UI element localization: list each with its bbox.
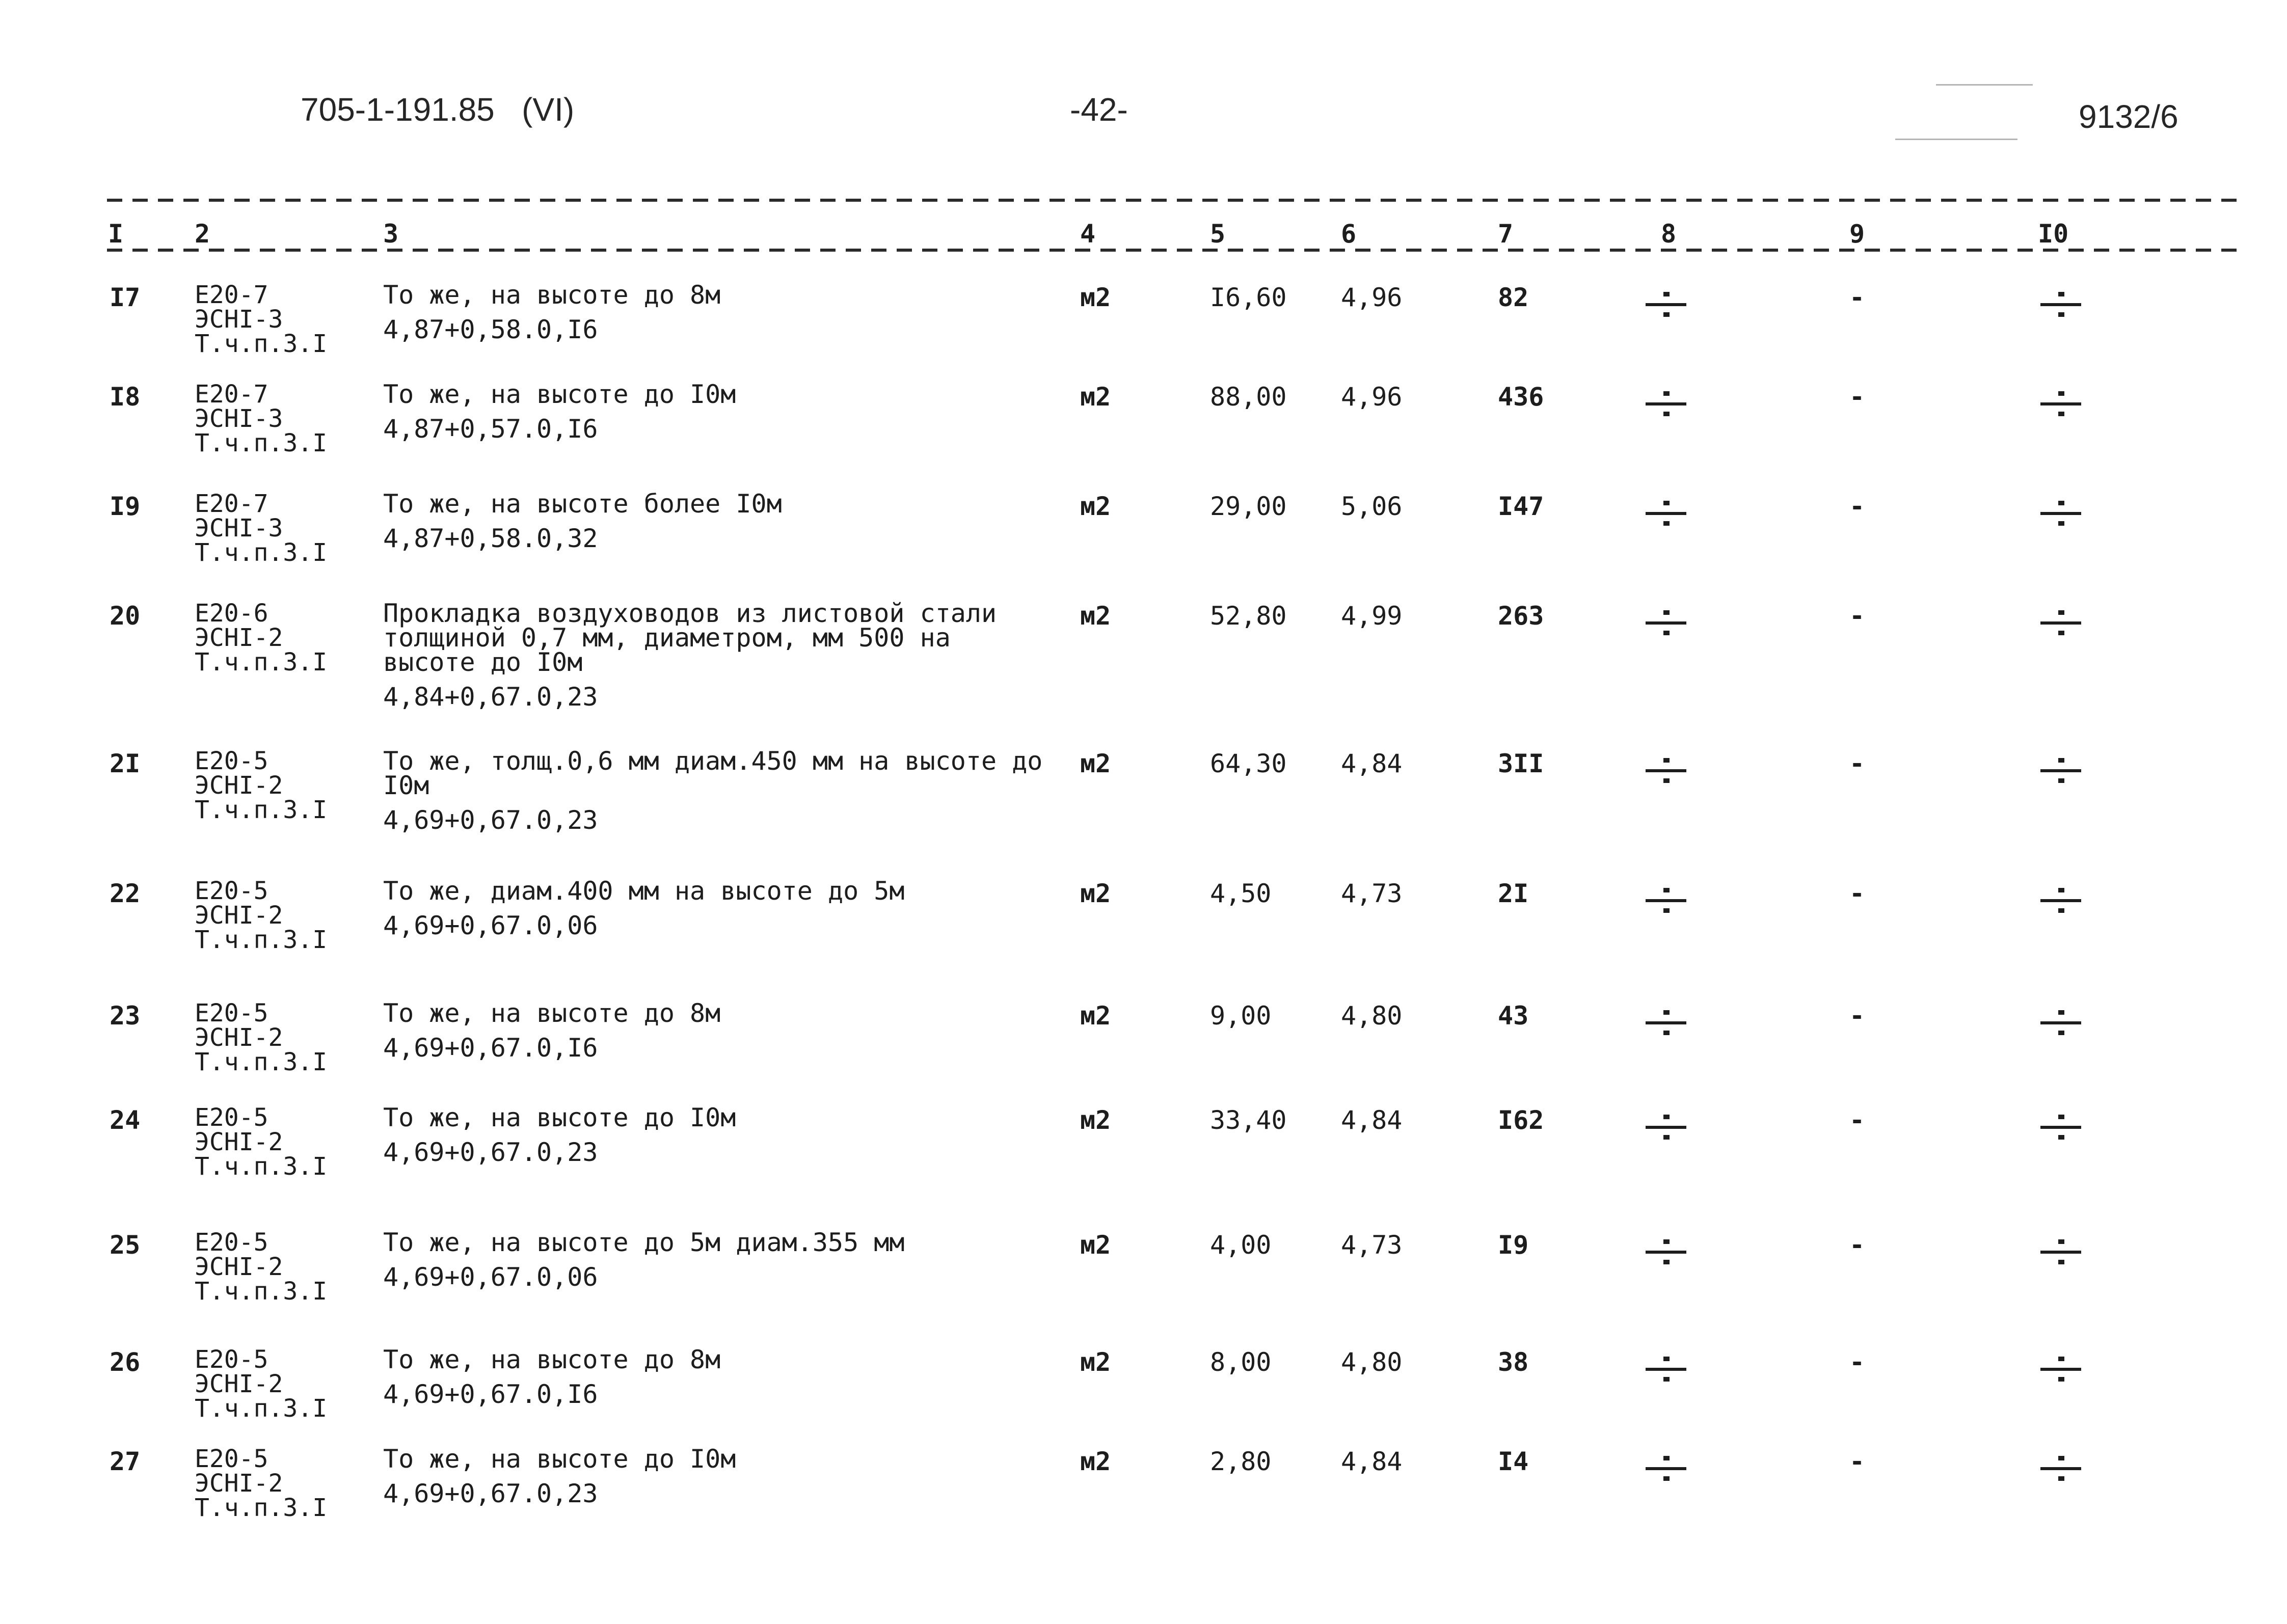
norm-code-line: Т.ч.п.3.I: [195, 796, 328, 824]
column-10-sign: [2038, 601, 2084, 642]
norm-code: [195, 879, 327, 952]
column-8-sign: [1643, 1230, 1689, 1271]
row-number: I9: [110, 492, 141, 521]
column-9-dash: -: [1849, 1105, 1865, 1135]
column-header-6: 6: [1341, 219, 1357, 249]
column-header-3: 3: [383, 219, 399, 249]
column-10-sign: [2038, 1347, 2084, 1388]
column-9-dash: -: [1849, 879, 1865, 908]
column-10-sign: [2038, 283, 2084, 323]
division-sign-icon: [1643, 1447, 1689, 1487]
column-10-sign: [2038, 879, 2084, 919]
unit: м2: [1080, 1001, 1111, 1031]
division-sign-icon: [2038, 1105, 2084, 1146]
division-sign-icon: [1643, 1105, 1689, 1146]
total-cost: I9: [1498, 1230, 1529, 1260]
column-header-9: 9: [1849, 219, 1865, 249]
column-10-sign: [2038, 492, 2084, 532]
norm-code: [195, 1001, 327, 1074]
unit: м2: [1080, 283, 1111, 312]
unit: м2: [1080, 749, 1111, 778]
description-line: То же, на высоте до I0м: [383, 1444, 736, 1474]
price-calculation: 4,69+0,67.0,I6: [383, 1379, 598, 1409]
division-sign-icon: [2038, 879, 2084, 919]
total-cost: I47: [1498, 492, 1544, 521]
norm-code-line: ЭСНI-2: [195, 1253, 283, 1281]
division-sign-icon: [1643, 1347, 1689, 1388]
unit-price: 4,99: [1341, 601, 1403, 631]
column-header-5: 5: [1210, 219, 1226, 249]
unit: м2: [1080, 879, 1111, 908]
column-8-sign: [1643, 879, 1689, 919]
column-9-dash: -: [1849, 749, 1865, 778]
norm-code: [195, 1105, 327, 1179]
norm-code-line: Т.ч.п.3.I: [195, 429, 328, 457]
quantity: 2,80: [1210, 1447, 1272, 1476]
column-8-sign: [1643, 283, 1689, 323]
division-sign-icon: [2038, 1230, 2084, 1271]
column-9-dash: -: [1849, 1001, 1865, 1031]
total-cost: 263: [1498, 601, 1544, 631]
division-sign-icon: [1643, 879, 1689, 919]
norm-code-line: Т.ч.п.3.I: [195, 538, 328, 567]
row-number: 26: [110, 1347, 141, 1377]
norm-code-line: Е20-5: [195, 1228, 268, 1257]
description-line: I0м: [383, 771, 429, 800]
norm-code-line: Т.ч.п.3.I: [195, 1152, 328, 1181]
work-description: [383, 998, 721, 1063]
unit-price: 4,73: [1341, 879, 1403, 908]
price-calculation: 4,87+0,57.0,I6: [383, 414, 598, 444]
unit-price: 5,06: [1341, 492, 1403, 521]
row-number: 25: [110, 1230, 141, 1260]
column-9-dash: -: [1849, 1447, 1865, 1476]
column-10-sign: [2038, 749, 2084, 790]
norm-code: [195, 492, 327, 565]
unit-price: 4,96: [1341, 382, 1403, 412]
description-line: То же, на высоте более I0м: [383, 489, 782, 519]
quantity: 29,00: [1210, 492, 1287, 521]
norm-code-line: Е20-7: [195, 281, 268, 309]
division-sign-icon: [1643, 749, 1689, 790]
division-sign-icon: [2038, 382, 2084, 423]
column-8-sign: [1643, 492, 1689, 532]
column-header-4: 4: [1080, 219, 1096, 249]
norm-code-line: Т.ч.п.3.I: [195, 648, 328, 676]
description-line: Прокладка воздуховодов из листовой стали: [383, 599, 997, 628]
norm-code-line: Т.ч.п.3.I: [195, 926, 328, 954]
unit-price: 4,73: [1341, 1230, 1403, 1260]
price-calculation: 4,69+0,67.0,23: [383, 1138, 598, 1167]
column-8-sign: [1643, 382, 1689, 423]
description-line: То же, на высоте до 5м диам.355 мм: [383, 1228, 905, 1257]
table-rule-top: [107, 199, 2247, 202]
unit: м2: [1080, 1347, 1111, 1377]
total-cost: I62: [1498, 1105, 1544, 1135]
norm-code-line: Е20-7: [195, 380, 268, 409]
unit: м2: [1080, 382, 1111, 412]
quantity: 52,80: [1210, 601, 1287, 631]
division-sign-icon: [2038, 1001, 2084, 1042]
row-number: 22: [110, 879, 141, 908]
unit: м2: [1080, 601, 1111, 631]
norm-code-line: Е20-5: [195, 1445, 268, 1473]
quantity: 4,00: [1210, 1230, 1272, 1260]
column-10-sign: [2038, 1001, 2084, 1042]
quantity: 64,30: [1210, 749, 1287, 778]
total-cost: 3II: [1498, 749, 1544, 778]
norm-code-line: ЭСНI-3: [195, 305, 283, 334]
column-8-sign: [1643, 601, 1689, 642]
column-9-dash: -: [1849, 283, 1865, 312]
column-8-sign: [1643, 1105, 1689, 1146]
total-cost: 436: [1498, 382, 1544, 412]
table-rule-header: [107, 249, 2247, 252]
division-sign-icon: [1643, 1001, 1689, 1042]
norm-code-line: Т.ч.п.3.I: [195, 1394, 328, 1423]
work-description: [383, 489, 782, 553]
price-calculation: 4,69+0,67.0,06: [383, 911, 598, 940]
unit: м2: [1080, 492, 1111, 521]
document-section: (VI): [522, 91, 575, 128]
norm-code-line: Е20-6: [195, 599, 268, 628]
norm-code-line: ЭСНI-2: [195, 901, 283, 930]
row-number: 2I: [110, 749, 141, 778]
division-sign-icon: [1643, 283, 1689, 323]
row-number: 23: [110, 1001, 141, 1031]
total-cost: I4: [1498, 1447, 1529, 1476]
unit-price: 4,80: [1341, 1001, 1403, 1031]
division-sign-icon: [2038, 601, 2084, 642]
work-description: [383, 746, 1043, 835]
header-underline-short: [1936, 84, 2033, 86]
work-description: [383, 1444, 736, 1508]
unit-price: 4,96: [1341, 283, 1403, 312]
column-8-sign: [1643, 1447, 1689, 1487]
total-cost: 2I: [1498, 879, 1529, 908]
column-10-sign: [2038, 382, 2084, 423]
price-calculation: 4,87+0,58.0,I6: [383, 315, 598, 344]
column-9-dash: -: [1849, 1230, 1865, 1260]
description-line: То же, на высоте до 8м: [383, 998, 721, 1028]
row-number: I8: [110, 382, 141, 412]
column-9-dash: -: [1849, 382, 1865, 412]
column-9-dash: -: [1849, 492, 1865, 521]
work-description: [383, 280, 721, 344]
unit-price: 4,80: [1341, 1347, 1403, 1377]
division-sign-icon: [1643, 492, 1689, 532]
unit-price: 4,84: [1341, 1105, 1403, 1135]
norm-code-line: Т.ч.п.3.I: [195, 330, 328, 358]
division-sign-icon: [2038, 1447, 2084, 1487]
price-calculation: 4,69+0,67.0,23: [383, 805, 598, 835]
norm-code-line: ЭСНI-3: [195, 514, 283, 543]
norm-code-line: ЭСНI-2: [195, 1023, 283, 1052]
description-line: толщиной 0,7 мм, диаметром, мм 500 на: [383, 623, 951, 653]
norm-code-line: ЭСНI-2: [195, 1370, 283, 1398]
column-header-8: 8: [1661, 219, 1677, 249]
header-underline: [1895, 139, 2017, 140]
norm-code-line: ЭСНI-2: [195, 1469, 283, 1498]
row-number: 24: [110, 1105, 141, 1135]
work-description: [383, 876, 905, 940]
price-calculation: 4,84+0,67.0,23: [383, 682, 598, 712]
price-calculation: 4,69+0,67.0,06: [383, 1262, 598, 1292]
description-line: То же, на высоте до 8м: [383, 1345, 721, 1374]
division-sign-icon: [2038, 492, 2084, 532]
column-8-sign: [1643, 1001, 1689, 1042]
norm-code: [195, 1347, 327, 1421]
division-sign-icon: [1643, 601, 1689, 642]
column-9-dash: -: [1849, 1347, 1865, 1377]
norm-code: [195, 1447, 327, 1520]
quantity: I6,60: [1210, 283, 1287, 312]
norm-code-line: Е20-5: [195, 1345, 268, 1374]
description-line: То же, на высоте до I0м: [383, 1103, 736, 1132]
norm-code-line: Т.ч.п.3.I: [195, 1048, 328, 1076]
quantity: 88,00: [1210, 382, 1287, 412]
price-calculation: 4,69+0,67.0,23: [383, 1479, 598, 1508]
norm-code-line: ЭСНI-3: [195, 404, 283, 433]
work-description: [383, 380, 736, 444]
norm-code-line: Е20-5: [195, 1103, 268, 1132]
column-header-7: 7: [1498, 219, 1514, 249]
division-sign-icon: [1643, 382, 1689, 423]
column-header-10: I0: [2038, 219, 2069, 249]
quantity: 9,00: [1210, 1001, 1272, 1031]
norm-code: [195, 382, 327, 455]
division-sign-icon: [2038, 283, 2084, 323]
norm-code-line: ЭСНI-2: [195, 1128, 283, 1156]
row-number: I7: [110, 283, 141, 312]
norm-code-line: Т.ч.п.3.I: [195, 1494, 328, 1522]
unit-price: 4,84: [1341, 1447, 1403, 1476]
unit-price: 4,84: [1341, 749, 1403, 778]
column-9-dash: -: [1849, 601, 1865, 631]
unit: м2: [1080, 1230, 1111, 1260]
division-sign-icon: [2038, 749, 2084, 790]
column-10-sign: [2038, 1105, 2084, 1146]
quantity: 8,00: [1210, 1347, 1272, 1377]
norm-code-line: Е20-5: [195, 877, 268, 905]
norm-code: [195, 601, 327, 674]
work-description: [383, 1228, 905, 1292]
work-description: [383, 599, 997, 712]
row-number: 20: [110, 601, 141, 631]
column-header-2: 2: [195, 219, 210, 249]
norm-code: [195, 283, 327, 356]
price-calculation: 4,69+0,67.0,I6: [383, 1033, 598, 1063]
description-line: То же, толщ.0,6 мм диам.450 мм на высоте до: [383, 746, 1043, 776]
norm-code-line: Е20-5: [195, 999, 268, 1027]
column-10-sign: [2038, 1447, 2084, 1487]
description-line: высоте до I0м: [383, 647, 583, 677]
column-10-sign: [2038, 1230, 2084, 1271]
norm-code: [195, 1230, 327, 1304]
document-code: 705-1-191.85 (VI): [301, 91, 575, 128]
column-header-1: I: [108, 219, 124, 249]
norm-code-line: ЭСНI-2: [195, 771, 283, 800]
row-number: 27: [110, 1447, 141, 1476]
description-line: То же, на высоте до 8м: [383, 280, 721, 310]
work-description: [383, 1345, 721, 1409]
total-cost: 43: [1498, 1001, 1529, 1031]
quantity: 4,50: [1210, 879, 1272, 908]
division-sign-icon: [1643, 1230, 1689, 1271]
total-cost: 38: [1498, 1347, 1529, 1377]
norm-code-line: Е20-7: [195, 490, 268, 518]
division-sign-icon: [2038, 1347, 2084, 1388]
unit: м2: [1080, 1447, 1111, 1476]
norm-code: [195, 749, 327, 822]
column-8-sign: [1643, 1347, 1689, 1388]
sheet-number: 9132/6: [2079, 98, 2178, 135]
quantity: 33,40: [1210, 1105, 1287, 1135]
unit: м2: [1080, 1105, 1111, 1135]
norm-code-line: Т.ч.п.3.I: [195, 1277, 328, 1306]
norm-code-line: ЭСНI-2: [195, 624, 283, 652]
description-line: То же, диам.400 мм на высоте до 5м: [383, 876, 905, 906]
total-cost: 82: [1498, 283, 1529, 312]
norm-code-line: Е20-5: [195, 747, 268, 775]
price-calculation: 4,87+0,58.0,32: [383, 524, 598, 553]
work-description: [383, 1105, 736, 1165]
page-number: -42-: [1070, 91, 1128, 128]
description-line: То же, на высоте до I0м: [383, 380, 736, 409]
column-8-sign: [1643, 749, 1689, 790]
